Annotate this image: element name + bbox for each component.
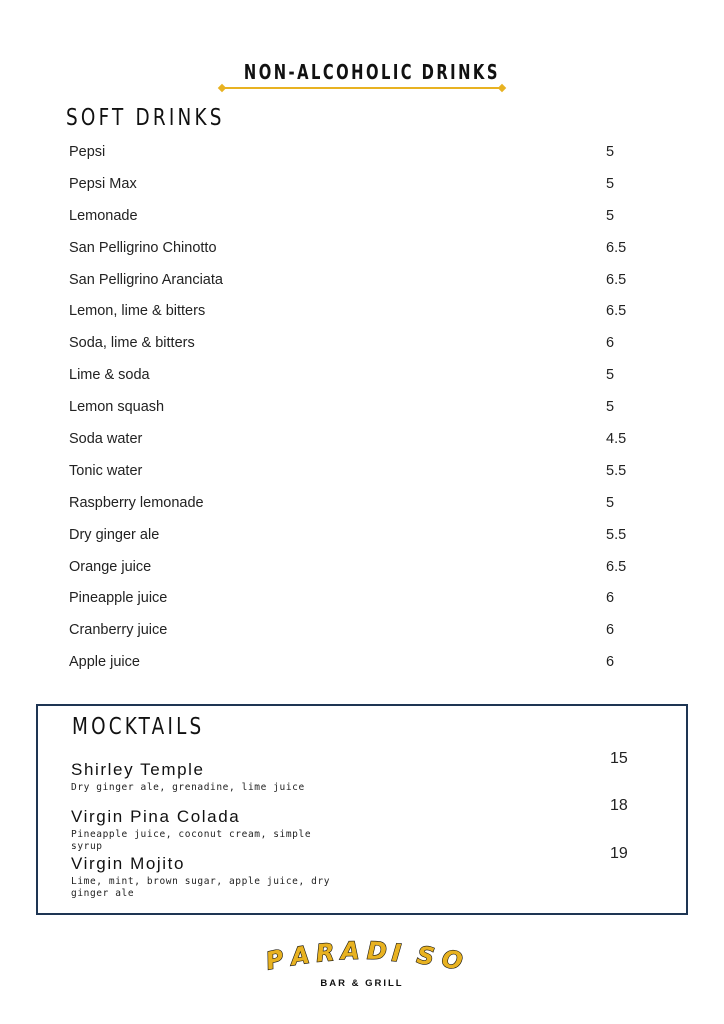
item-price: 6.5 [606,271,627,288]
logo-letter: P [263,944,287,976]
list-item [69,359,639,391]
mocktail-item [71,854,631,900]
mocktail-price: 18 [610,797,628,814]
soft-drinks-heading: SOFT DRINKS [66,105,225,131]
logo-subtitle: BAR & GRILL [320,978,404,989]
list-item [69,391,639,423]
list-item [69,136,639,168]
item-price: 5.5 [606,526,627,543]
mocktail-item [71,807,631,853]
item-name: Orange juice [69,558,152,575]
item-name: Lime & soda [69,367,150,384]
item-price: 6.5 [606,558,627,575]
item-price: 5 [606,207,615,224]
item-price: 5.5 [606,462,627,479]
mocktails-heading: MOCKTAILS [72,714,205,740]
item-price: 6 [606,590,615,607]
mocktail-price: 19 [610,845,628,862]
logo-letter: O [439,944,466,976]
mocktail-item [71,760,631,794]
paradiso-logo [262,936,466,996]
list-item [69,168,639,200]
item-name: San Pelligrino Chinotto [69,239,217,256]
mocktail-description: Lime, mint, brown sugar, apple juice, dry ginger ale [71,876,331,899]
mocktails-panel [36,704,688,915]
mocktail-name: Virgin Mojito [71,854,186,873]
list-item [69,646,639,678]
list-item [69,614,639,646]
logo-letter: I [390,938,402,968]
item-name: Pineapple juice [69,590,168,607]
list-item [69,455,639,487]
item-price: 5 [606,175,615,192]
item-price: 5 [606,144,615,160]
item-price: 6.5 [606,303,627,320]
item-name: Soda, lime & bitters [69,335,195,352]
soft-drinks-list [69,136,639,678]
item-price: 5 [606,399,615,416]
item-price: 4.5 [606,431,627,448]
page-title: NON-ALCOHOLIC DRINKS [243,60,500,84]
list-item [69,582,639,614]
item-name: San Pelligrino Aranciata [69,271,223,288]
list-item [69,327,639,359]
item-name: Pepsi Max [69,175,137,192]
list-item [69,264,639,296]
item-name: Cranberry juice [69,622,168,639]
logo-letter: S [414,940,437,972]
item-name: Lemon squash [69,399,165,416]
item-name: Lemonade [69,207,138,224]
logo-letter: A [289,940,312,972]
item-name: Soda water [69,431,143,448]
item-price: 6 [606,654,615,671]
list-item [69,423,639,455]
item-name: Apple juice [69,654,140,671]
item-price: 6.5 [606,239,627,256]
list-item [69,487,639,519]
item-name: Pepsi [69,144,106,160]
mocktail-name: Shirley Temple [71,760,205,779]
logo-letter: D [366,936,387,966]
mocktail-price: 15 [610,750,628,767]
item-price: 5 [606,367,615,384]
item-price: 5 [606,494,615,511]
item-name: Tonic water [69,462,143,479]
list-item [69,200,639,232]
page-title-container [218,58,506,86]
logo-letter: A [341,936,361,966]
item-name: Raspberry lemonade [69,494,204,511]
list-item [69,519,639,551]
item-price: 6 [606,622,615,639]
mocktail-name: Virgin Pina Colada [71,807,241,826]
logo-letter: R [315,938,336,968]
logo-wordmark [262,936,466,976]
item-name: Lemon, lime & bitters [69,303,206,320]
item-name: Dry ginger ale [69,526,160,543]
list-item [69,295,639,327]
mocktail-description: Dry ginger ale, grenadine, lime juice [71,782,305,793]
list-item [69,232,639,264]
item-price: 6 [606,335,615,352]
title-underline [222,87,502,89]
mocktail-description: Pineapple juice, coconut cream, simple syrup [71,829,312,852]
list-item [69,551,639,583]
